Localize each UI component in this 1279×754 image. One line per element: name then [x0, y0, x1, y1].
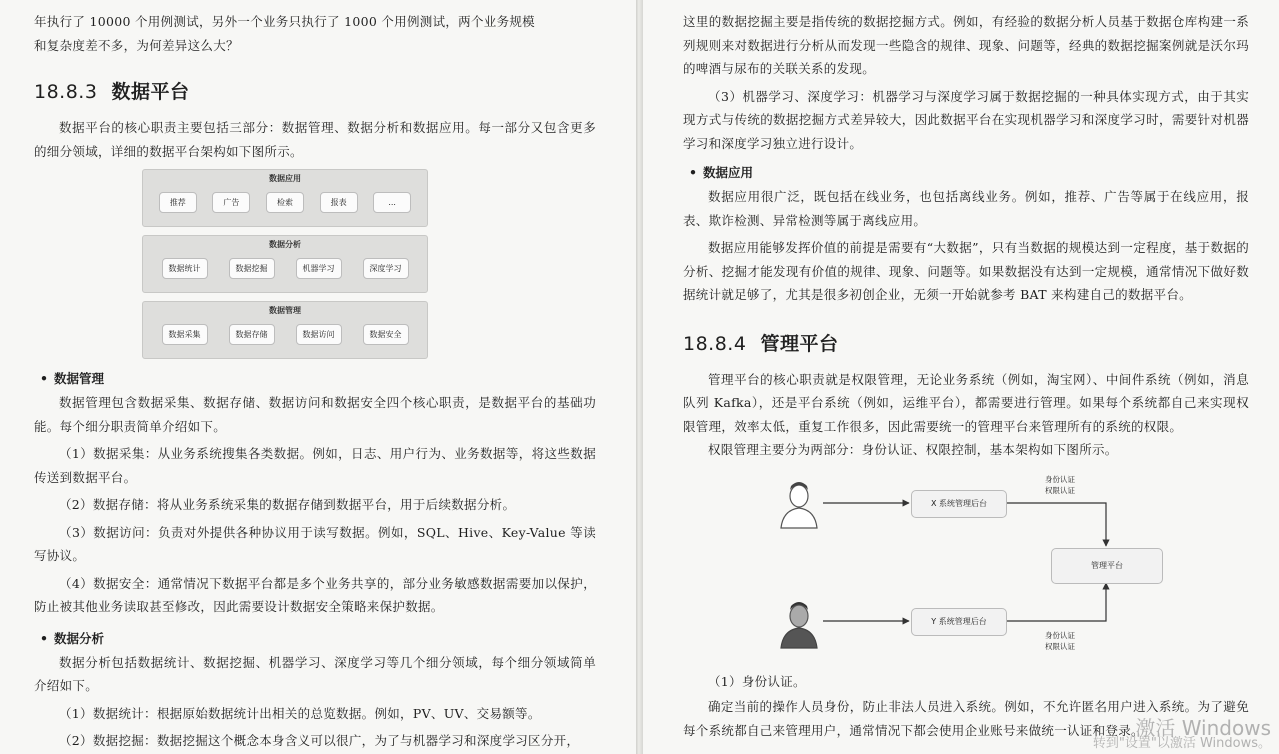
data-platform-intro: 数据平台的核心职责主要包括三部分：数据管理、数据分析和数据应用。每一部分又包含更多的细分领域，详细的数据平台架构如下图所示。: [34, 120, 596, 159]
layer-items: [143, 258, 427, 279]
watermark-subtitle: 转到"设置"以激活 Windows。: [1092, 736, 1271, 751]
intro-line-2: 和复杂度差不多，为何差异这么大？: [34, 37, 239, 53]
item-data-collect: （1）数据采集：从业务系统搜集各类数据。例如，日志、用户行为、业务数据等，将这些数据传送到数据平台。: [34, 446, 596, 485]
chip-ads: 广告: [212, 192, 250, 213]
label-permission-auth: 权限认证: [1045, 485, 1075, 495]
chip-security: 数据安全: [363, 324, 409, 345]
label-identity-auth: 身份认证: [1045, 474, 1075, 484]
bullet-label: 数据应用: [703, 165, 754, 180]
chip-statistics: 数据统计: [162, 258, 208, 279]
item-data-access: （3）数据访问：负责对外提供各种协议用于读写数据。例如，SQL、Hive、Key-Value 等读写协议。: [34, 524, 596, 563]
layer-items: [143, 192, 427, 213]
big-data-note: 数据应用能够发挥价值的前提是需要有“大数据”，只有当数据的规模达到一定程度，基于数据的分析、挖掘才能发现有价值的规律、现象、问题等。如果数据没有达到一定规模，通常情况下做好数据统计就足够了，尤其是很多初创企业，无须一开始就参考 BAT 来构建自己的数据平台。: [683, 240, 1249, 302]
layer-title: 数据管理: [269, 306, 301, 315]
data-platform-architecture-diagram: [142, 169, 428, 359]
item-ml-dl: （3）机器学习、深度学习：机器学习与深度学习属于数据挖掘的一种具体实现方式，由于其实现方式与传统的数据挖掘方式差异较大，因此数据平台在实现机器学习和深度学习时，需要针对机器学习和深度学习独立进行设计。: [683, 88, 1249, 151]
section-number: 18.8.4: [683, 332, 747, 355]
data-application-desc: 数据应用很广泛，既包括在线业务，也包括离线业务。例如，推荐、广告等属于在线应用，报表、欺诈检测、异常检测等属于离线应用。: [683, 189, 1249, 228]
item-identity-auth: （1）身份认证。: [708, 673, 806, 689]
chip-recommend: 推荐: [159, 192, 197, 213]
bullet-data-analysis: [40, 627, 596, 651]
chip-ml: 机器学习: [296, 258, 342, 279]
layer-data-application: [142, 169, 428, 227]
data-analysis-desc: 数据分析包括数据统计、数据挖掘、机器学习、深度学习等几个细分领域，每个细分领域简单介绍如下。: [34, 654, 596, 693]
layer-data-analysis: [142, 235, 428, 293]
chip-report: 报表: [320, 192, 358, 213]
bullet-data-application: [689, 161, 1249, 185]
item-data-statistics: （1）数据统计：根据原始数据统计出相关的总览数据。例如，PV、UV、交易额等。: [59, 705, 541, 721]
bullet-data-management: [40, 367, 596, 391]
layer-title: 数据分析: [269, 240, 301, 249]
management-platform-box: 管理平台: [1051, 548, 1163, 584]
auth-intro: 权限管理主要分为两部分：身份认证、权限控制，基本架构如下图所示。: [708, 442, 1118, 457]
watermark-title: 激活 Windows: [1135, 716, 1271, 740]
y-admin-console-box: Y 系统管理后台: [911, 608, 1007, 636]
layer-title: 数据应用: [269, 174, 301, 183]
section-heading-18-8-4: [683, 329, 1249, 356]
item-data-mining: （2）数据挖掘：数据挖掘这个概念本身含义可以很广，为了与机器学习和深度学习区分开，: [59, 733, 580, 748]
auth-architecture-diagram: [743, 470, 1163, 662]
management-platform-desc: 管理平台的核心职责就是权限管理，无论业务系统（例如，淘宝网）、中间件系统（例如，消息队列 Kafka），还是平台系统（例如，运维平台），都需要进行管理。如果每个系统都自己来实现权限管理，效率太低，重复工作很多，因此需要统一的管理平台来管理所有的系统的权限。: [683, 371, 1249, 434]
book-gutter: [636, 0, 643, 754]
left-page: [0, 0, 636, 754]
section-number: 18.8.3: [34, 81, 98, 103]
item-data-security: （4）数据安全：通常情况下数据平台都是多个业务共享的，部分业务敏感数据需要加以保护，防止被其他业务读取甚至修改，因此需要设计数据安全策略来保护数据。: [34, 575, 596, 614]
bullet-dot: •: [689, 165, 697, 180]
user-avatar-light-icon: [781, 482, 817, 528]
top-auth-labels: [1045, 474, 1075, 496]
x-admin-console-box: X 系统管理后台: [911, 490, 1007, 518]
bullet-label: 数据管理: [54, 371, 105, 386]
layer-data-management: [142, 301, 428, 359]
right-page: [643, 0, 1279, 754]
chip-dl: 深度学习: [363, 258, 409, 279]
user-avatar-dark-icon: [781, 602, 817, 648]
identity-auth-desc: 确定当前的操作人员身份，防止非法人员进入系统。例如，不允许匿名用户进入系统。为了避免每个系统都自己来管理用户，通常情况下都会使用企业账号来做统一认证和登录。: [683, 699, 1249, 738]
windows-activation-watermark: [1092, 716, 1271, 752]
intro-line-1: 年执行了 10000 个用例测试，另外一个业务只执行了 1000 个用例测试，两个业务规模: [34, 14, 535, 29]
chip-access: 数据访问: [296, 324, 342, 345]
section-title: 数据平台: [111, 81, 190, 103]
layer-items: [143, 324, 427, 345]
bullet-dot: •: [40, 630, 48, 646]
label-identity-auth: 身份认证: [1045, 630, 1075, 640]
item-data-storage: （2）数据存储：将从业务系统采集的数据存储到数据平台，用于后续数据分析。: [59, 497, 516, 512]
section-heading-18-8-3: [34, 77, 596, 104]
chip-storage: 数据存储: [229, 324, 275, 345]
chip-collect: 数据采集: [162, 324, 208, 345]
bullet-label: 数据分析: [54, 630, 105, 646]
data-mining-continued: 这里的数据挖掘主要是指传统的数据挖掘方式。例如，有经验的数据分析人员基于数据仓库构建一系列规则来对数据进行分析从而发现一些隐含的规律、现象、问题等，经典的数据挖掘案例就是沃尔玛的啤酒与尿布的关联关系的发现。: [683, 14, 1249, 76]
bullet-dot: •: [40, 371, 48, 386]
bottom-auth-labels: [1045, 630, 1075, 652]
label-permission-auth: 权限认证: [1045, 641, 1075, 651]
data-management-desc: 数据管理包含数据采集、数据存储、数据访问和数据安全四个核心职责，是数据平台的基础功能。每个细分职责简单介绍如下。: [34, 395, 596, 434]
intro-text: [34, 0, 596, 57]
section-title: 管理平台: [760, 332, 839, 355]
chip-more: ...: [373, 192, 411, 213]
chip-mining: 数据挖掘: [229, 258, 275, 279]
chip-search: 检索: [266, 192, 304, 213]
